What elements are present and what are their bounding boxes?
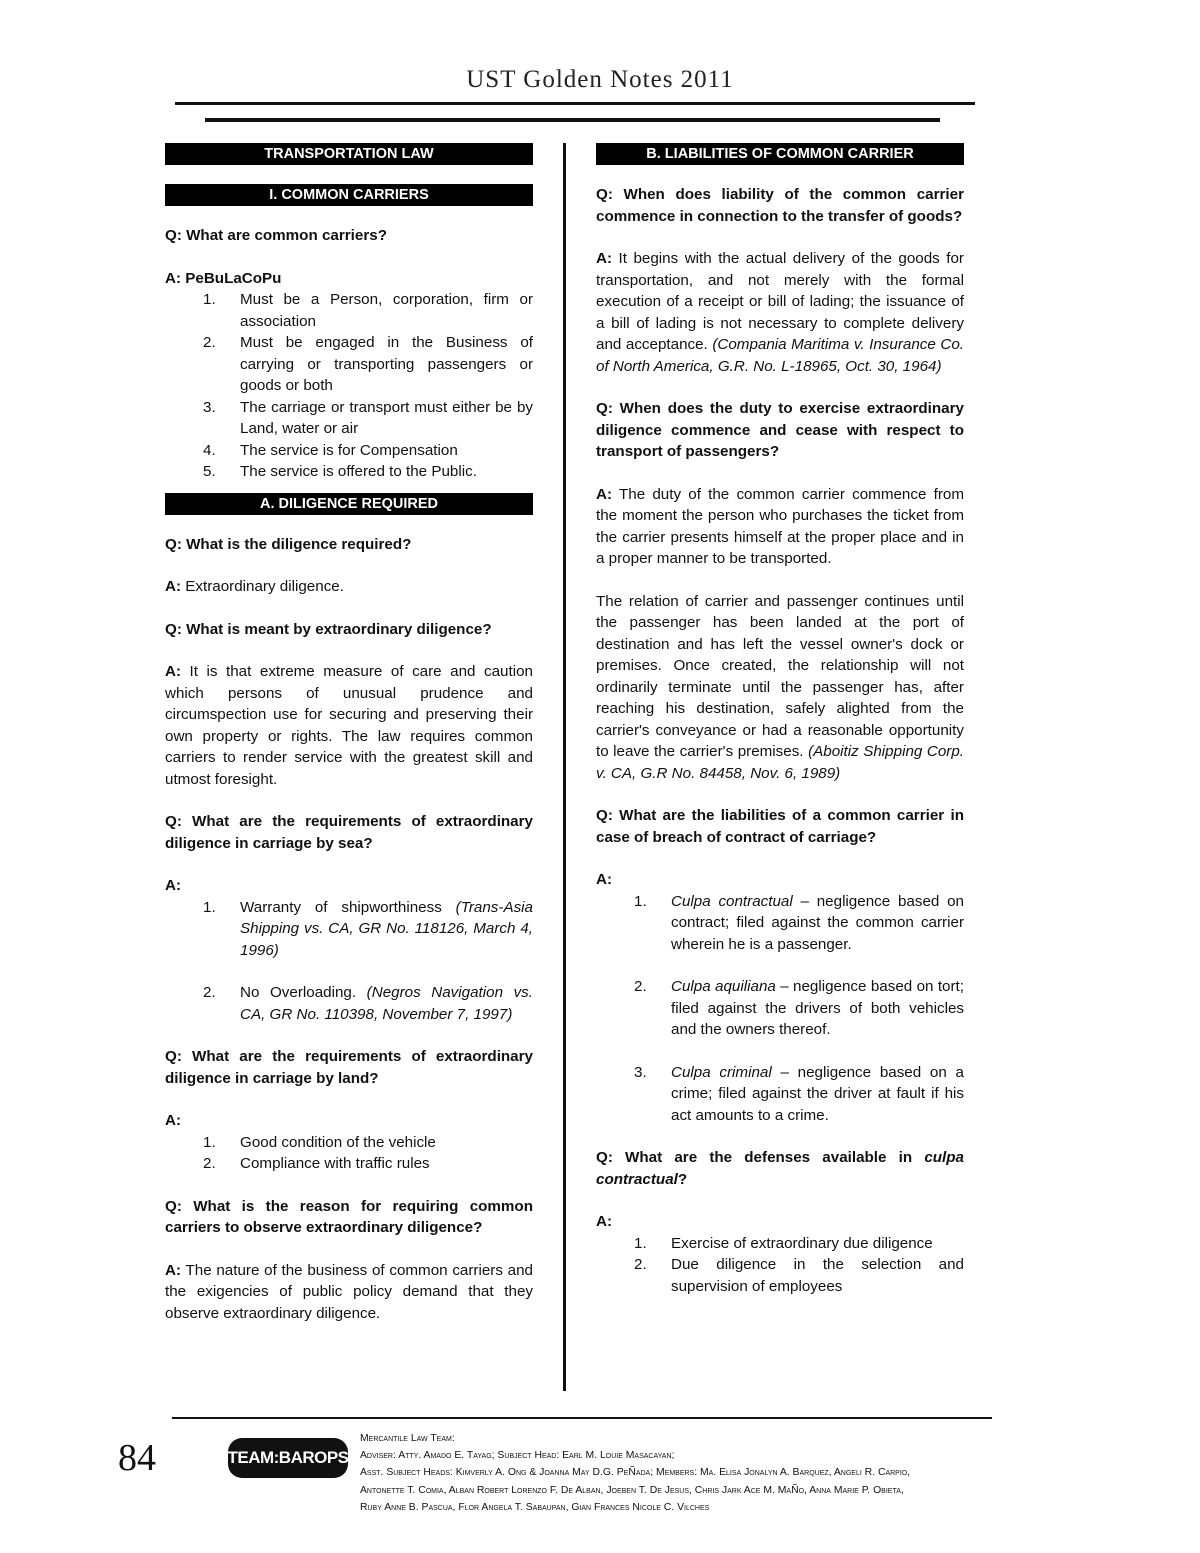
footer-rule [172, 1417, 992, 1419]
section-heading-liabilities: B. LIABILITIES OF COMMON CARRIER [596, 143, 964, 165]
credits-line: Antonette T. Comia, Alban Robert Lorenzo F. De Alban, Joeben T. De Jesus, Chris Jark Ace M. MaÑo, Anna Marie P. Obieta, [360, 1484, 904, 1496]
list-item: 5. The service is offered to the Public. [203, 463, 477, 480]
list-item: 2. Must be engaged in the Business of carrying or transporting passengers or goods or both [203, 334, 533, 394]
answer: A: The duty of the common carrier commence from the moment the person who purchases the ticket from the carrier presents himself at the proper place and in a proper manner to be transported. [596, 485, 964, 567]
page-number: 84 [118, 1437, 156, 1479]
numbered-list [165, 289, 533, 483]
numbered-list [165, 1132, 533, 1175]
credits-line: Mercantile Law Team: [360, 1433, 455, 1444]
list-item: 2. Culpa aquiliana – negligence based on tort; filed against the drivers of both vehicles and the owners thereof. [634, 978, 964, 1038]
answer-label: A: [165, 877, 182, 894]
question: Q: What are the requirements of extraordinary diligence in carriage by land? [165, 1048, 533, 1087]
list-item: 2. Due diligence in the selection and supervision of employees [634, 1256, 964, 1295]
list-item: 2. Compliance with traffic rules [203, 1155, 430, 1172]
answer-paragraph: The relation of carrier and passenger continues until the passenger has been landed at the port of destination and has left the vessel owner's dock or premises. Once created, the relationship will not ordinarily terminate until the passenger has, after reaching his destination, safely alighted from the carrier's conveyance or had a reasonable opportunity to leave the carrier's premises. (Aboitiz Shipping Corp. v. CA, G.R No. 84458, Nov. 6, 1989) [596, 592, 964, 782]
column-divider [563, 143, 566, 1391]
section-heading-transportation-law: TRANSPORTATION LAW [165, 143, 533, 165]
numbered-list [596, 891, 964, 1127]
question: Q: What are common carriers? [165, 227, 387, 244]
answer: A: The nature of the business of common carriers and the exigencies of public policy demand that they observe extraordinary diligence. [165, 1261, 533, 1322]
answer: A: PeBuLaCoPu [165, 269, 282, 287]
answer: A: It begins with the actual delivery of the goods for transportation, and not merely with the formal execution of a receipt or bill of lading; the issuance of a bill of lading is not necessary to complete delivery and acceptance. (Compania Maritima v. Insurance Co. of North America, G.R. No. L-18965, Oct. 30, 1964) [596, 250, 964, 375]
list-item: 1. Exercise of extraordinary due diligence [634, 1234, 933, 1252]
header-rule-thick [205, 118, 940, 122]
left-column [165, 143, 533, 1345]
list-item: 1. Good condition of the vehicle [203, 1133, 436, 1151]
question: Q: What is the reason for requiring common carriers to observe extraordinary diligence? [165, 1197, 533, 1236]
question: Q: What are the defenses available in culpa contractual? [596, 1149, 964, 1188]
list-item: 3. Culpa criminal – negligence based on a crime; filed against the driver at fault if his act amounts to a crime. [634, 1063, 964, 1124]
section-heading-diligence-required: A. DILIGENCE REQUIRED [165, 493, 533, 515]
list-item: 4. The service is for Compensation [203, 441, 458, 459]
list-item: 1. Warranty of shipworthiness (Trans-Asia Shipping vs. CA, GR No. 118126, March 4, 1996) [203, 898, 533, 959]
question: Q: What is the diligence required? [165, 535, 412, 553]
list-item: 1. Must be a Person, corporation, firm or association [203, 291, 533, 330]
page-header-title: UST Golden Notes 2011 [466, 66, 734, 93]
list-item: 3. The carriage or transport must either be by Land, water or air [203, 398, 533, 437]
section-heading-common-carriers: I. COMMON CARRIERS [165, 184, 533, 206]
team-credits [360, 1430, 1020, 1516]
answer: A: Extraordinary diligence. [165, 578, 344, 595]
team-barops-logo: TEAM:BAROPS [228, 1438, 348, 1478]
credits-line: Ruby Anne B. Pascua, Flor Angela T. Sabaupan, Gian Frances Nicole C. Vilches [360, 1501, 710, 1513]
question: Q: What are the requirements of extraordinary diligence in carriage by sea? [165, 813, 533, 852]
question: Q: When does liability of the common carrier commence in connection to the transfer of goods? [596, 186, 964, 225]
numbered-list [596, 1233, 964, 1298]
credits-line: Adviser: Atty. Amado E. Tayag; Subject Head: Earl M. Louie Masacayan; [360, 1450, 675, 1462]
header-rule [175, 102, 975, 105]
question: Q: What is meant by extraordinary diligence? [165, 620, 492, 638]
right-column [596, 143, 964, 1318]
list-item: 2. No Overloading. (Negros Navigation vs. CA, GR No. 110398, November 7, 1997) [203, 984, 533, 1023]
credits-line: Asst. Subject Heads: Kimverly A. Ong & Joanna May D.G. PeÑada; Members: Ma. Elisa Jonalyn A. Barquez, Angeli R. Carpio, [360, 1467, 911, 1479]
answer-label: A: [165, 1112, 182, 1129]
question: Q: When does the duty to exercise extraordinary diligence commence and cease with respect to transport of passengers? [596, 400, 964, 460]
question: Q: What are the liabilities of a common carrier in case of breach of contract of carriage? [596, 807, 964, 846]
answer-label: A: [596, 871, 613, 888]
answer: A: It is that extreme measure of care and caution which persons of unusual prudence and circumspection use for securing and preserving their own property or rights. The law requires common carriers to render service with the greatest skill and utmost foresight. [165, 663, 533, 788]
answer-label: A: [596, 1213, 613, 1230]
numbered-list [165, 897, 533, 1026]
list-item: 1. Culpa contractual – negligence based on contract; filed against the common carrier wherein he is a passenger. [634, 892, 964, 953]
